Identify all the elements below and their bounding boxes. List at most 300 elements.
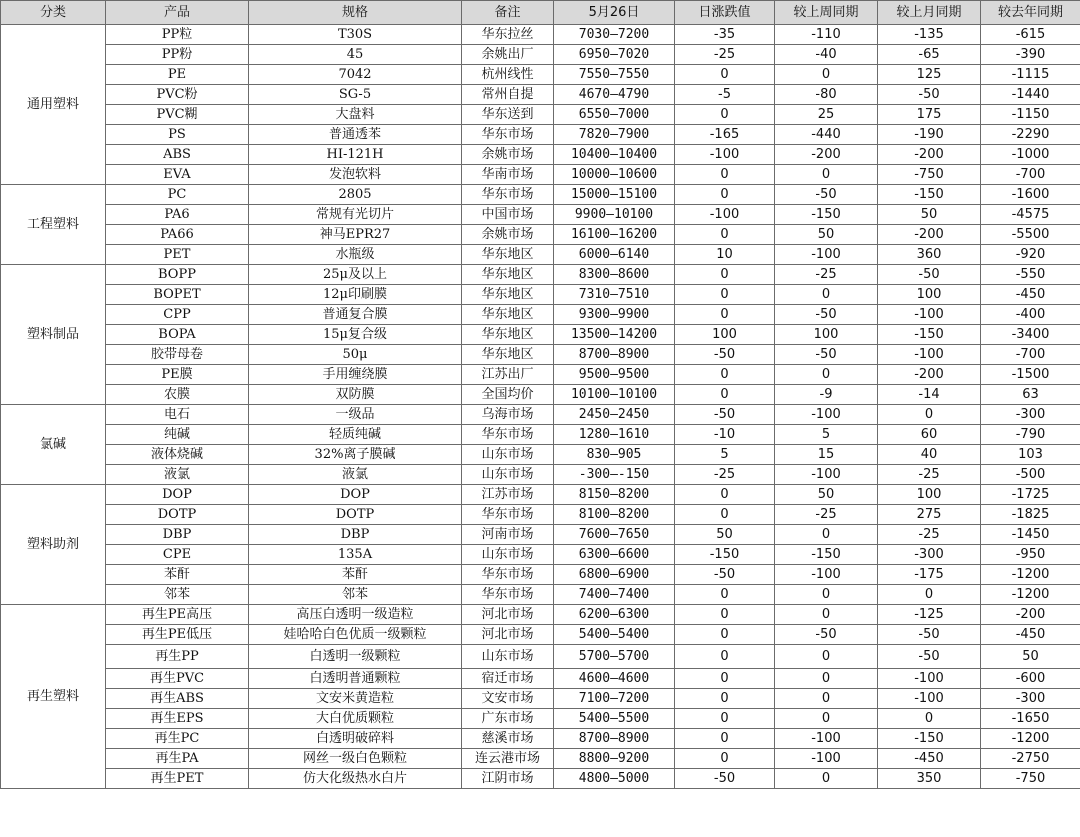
table-row <box>1 285 1080 305</box>
price-cell: 6550—7000 <box>554 105 675 125</box>
product-cell: 液氯 <box>106 465 249 485</box>
week-change-cell: 0 <box>775 585 878 605</box>
note-cell: 山东市场 <box>462 645 554 669</box>
product-cell: PA66 <box>106 225 249 245</box>
table-row <box>1 405 1080 425</box>
table-row <box>1 385 1080 405</box>
note-cell: 华东地区 <box>462 245 554 265</box>
week-change-cell: -50 <box>775 625 878 645</box>
month-change-cell: 60 <box>878 425 981 445</box>
daily-change-cell: -25 <box>675 45 775 65</box>
price-cell: 8100—8200 <box>554 505 675 525</box>
table-row <box>1 265 1080 285</box>
year-change-cell: -950 <box>981 545 1080 565</box>
daily-change-cell: -165 <box>675 125 775 145</box>
daily-change-cell: -150 <box>675 545 775 565</box>
month-change-cell: -750 <box>878 165 981 185</box>
product-cell: PS <box>106 125 249 145</box>
table-row <box>1 45 1080 65</box>
week-change-cell: -25 <box>775 505 878 525</box>
product-cell: 再生EPS <box>106 709 249 729</box>
daily-change-cell: 0 <box>675 185 775 205</box>
table-row <box>1 65 1080 85</box>
year-change-cell: -300 <box>981 405 1080 425</box>
price-cell: 7600—7650 <box>554 525 675 545</box>
product-cell: PA6 <box>106 205 249 225</box>
year-change-cell: 63 <box>981 385 1080 405</box>
table-row <box>1 85 1080 105</box>
price-cell: 5400—5500 <box>554 709 675 729</box>
price-cell: 4670—4790 <box>554 85 675 105</box>
spec-cell: 网丝一级白色颗粒 <box>249 749 462 769</box>
year-change-cell: -1725 <box>981 485 1080 505</box>
daily-change-cell: 0 <box>675 225 775 245</box>
year-change-cell: -1440 <box>981 85 1080 105</box>
spec-cell: 大白优质颗粒 <box>249 709 462 729</box>
table-body <box>1 25 1080 789</box>
spec-cell: 白透明一级颗粒 <box>249 645 462 669</box>
note-cell: 华东送到 <box>462 105 554 125</box>
week-change-cell: -50 <box>775 185 878 205</box>
year-change-cell: -1825 <box>981 505 1080 525</box>
note-cell: 河北市场 <box>462 625 554 645</box>
table-row <box>1 605 1080 625</box>
category-cell: 氯碱 <box>1 405 106 485</box>
header-date: 5月26日 <box>554 1 675 25</box>
spec-cell: 50μ <box>249 345 462 365</box>
month-change-cell: -200 <box>878 225 981 245</box>
price-cell: 8300—8600 <box>554 265 675 285</box>
week-change-cell: 0 <box>775 65 878 85</box>
price-cell: 6800—6900 <box>554 565 675 585</box>
month-change-cell: -125 <box>878 605 981 625</box>
price-cell: 8150—8200 <box>554 485 675 505</box>
header-product: 产品 <box>106 1 249 25</box>
year-change-cell: -700 <box>981 165 1080 185</box>
product-cell: PE膜 <box>106 365 249 385</box>
note-cell: 山东市场 <box>462 465 554 485</box>
price-cell: 7820—7900 <box>554 125 675 145</box>
product-cell: 再生ABS <box>106 689 249 709</box>
product-cell: ABS <box>106 145 249 165</box>
category-cell: 再生塑料 <box>1 605 106 789</box>
month-change-cell: 360 <box>878 245 981 265</box>
year-change-cell: -1650 <box>981 709 1080 729</box>
header-daily-change: 日涨跌值 <box>675 1 775 25</box>
spec-cell: SG-5 <box>249 85 462 105</box>
month-change-cell: -25 <box>878 525 981 545</box>
note-cell: 华东市场 <box>462 585 554 605</box>
product-cell: PC <box>106 185 249 205</box>
week-change-cell: 0 <box>775 645 878 669</box>
week-change-cell: 0 <box>775 605 878 625</box>
week-change-cell: -100 <box>775 405 878 425</box>
week-change-cell: 15 <box>775 445 878 465</box>
week-change-cell: -50 <box>775 305 878 325</box>
daily-change-cell: 0 <box>675 645 775 669</box>
month-change-cell: 100 <box>878 285 981 305</box>
product-cell: PP粉 <box>106 45 249 65</box>
week-change-cell: -40 <box>775 45 878 65</box>
week-change-cell: -200 <box>775 145 878 165</box>
year-change-cell: -750 <box>981 769 1080 789</box>
price-cell: 5700—5700 <box>554 645 675 669</box>
spec-cell: 7042 <box>249 65 462 85</box>
spec-cell: 白透明破碎料 <box>249 729 462 749</box>
table-row <box>1 365 1080 385</box>
week-change-cell: -80 <box>775 85 878 105</box>
note-cell: 河南市场 <box>462 525 554 545</box>
daily-change-cell: 0 <box>675 285 775 305</box>
header-year-change: 较去年同期 <box>981 1 1080 25</box>
table-row <box>1 709 1080 729</box>
table-row <box>1 465 1080 485</box>
spec-cell: 轻质纯碱 <box>249 425 462 445</box>
daily-change-cell: 0 <box>675 385 775 405</box>
month-change-cell: -175 <box>878 565 981 585</box>
table-row <box>1 485 1080 505</box>
month-change-cell: 0 <box>878 709 981 729</box>
spec-cell: 邻苯 <box>249 585 462 605</box>
header-spec: 规格 <box>249 1 462 25</box>
year-change-cell: 103 <box>981 445 1080 465</box>
spec-cell: DOP <box>249 485 462 505</box>
daily-change-cell: 0 <box>675 105 775 125</box>
daily-change-cell: -100 <box>675 205 775 225</box>
year-change-cell: -615 <box>981 25 1080 45</box>
spec-cell: 苯酐 <box>249 565 462 585</box>
year-change-cell: -3400 <box>981 325 1080 345</box>
table-row <box>1 305 1080 325</box>
month-change-cell: -50 <box>878 645 981 669</box>
daily-change-cell: 100 <box>675 325 775 345</box>
daily-change-cell: -25 <box>675 465 775 485</box>
category-cell: 塑料制品 <box>1 265 106 405</box>
product-cell: 农膜 <box>106 385 249 405</box>
note-cell: 中国市场 <box>462 205 554 225</box>
product-cell: 再生PP <box>106 645 249 669</box>
daily-change-cell: 10 <box>675 245 775 265</box>
price-cell: 5400—5400 <box>554 625 675 645</box>
month-change-cell: 100 <box>878 485 981 505</box>
note-cell: 杭州线性 <box>462 65 554 85</box>
year-change-cell: 50 <box>981 645 1080 669</box>
daily-change-cell: 0 <box>675 65 775 85</box>
table-row <box>1 545 1080 565</box>
daily-change-cell: -10 <box>675 425 775 445</box>
daily-change-cell: -5 <box>675 85 775 105</box>
note-cell: 全国均价 <box>462 385 554 405</box>
product-cell: 邻苯 <box>106 585 249 605</box>
week-change-cell: -150 <box>775 545 878 565</box>
week-change-cell: -150 <box>775 205 878 225</box>
product-cell: BOPA <box>106 325 249 345</box>
note-cell: 宿迁市场 <box>462 669 554 689</box>
year-change-cell: -450 <box>981 625 1080 645</box>
header-note: 备注 <box>462 1 554 25</box>
week-change-cell: 100 <box>775 325 878 345</box>
table-row <box>1 505 1080 525</box>
spec-cell: 常规有光切片 <box>249 205 462 225</box>
spec-cell: 高压白透明一级造粒 <box>249 605 462 625</box>
price-cell: 7030—7200 <box>554 25 675 45</box>
year-change-cell: -2750 <box>981 749 1080 769</box>
product-cell: PP粒 <box>106 25 249 45</box>
month-change-cell: 0 <box>878 405 981 425</box>
product-cell: CPP <box>106 305 249 325</box>
spec-cell: 神马EPR27 <box>249 225 462 245</box>
price-cell: 7310—7510 <box>554 285 675 305</box>
week-change-cell: 0 <box>775 365 878 385</box>
week-change-cell: -100 <box>775 245 878 265</box>
month-change-cell: 350 <box>878 769 981 789</box>
month-change-cell: -150 <box>878 185 981 205</box>
daily-change-cell: -50 <box>675 565 775 585</box>
product-cell: EVA <box>106 165 249 185</box>
spec-cell: 发泡软料 <box>249 165 462 185</box>
week-change-cell: 25 <box>775 105 878 125</box>
note-cell: 华南市场 <box>462 165 554 185</box>
month-change-cell: -150 <box>878 729 981 749</box>
week-change-cell: -100 <box>775 749 878 769</box>
price-cell: 6300—6600 <box>554 545 675 565</box>
product-cell: 再生PA <box>106 749 249 769</box>
daily-change-cell: 0 <box>675 689 775 709</box>
spec-cell: 仿大化级热水白片 <box>249 769 462 789</box>
note-cell: 慈溪市场 <box>462 729 554 749</box>
month-change-cell: 275 <box>878 505 981 525</box>
price-cell: 7400—7400 <box>554 585 675 605</box>
spec-cell: 12μ印刷膜 <box>249 285 462 305</box>
spec-cell: DBP <box>249 525 462 545</box>
price-cell: 1280—1610 <box>554 425 675 445</box>
price-cell: 6950—7020 <box>554 45 675 65</box>
note-cell: 华东市场 <box>462 425 554 445</box>
price-cell: 7550—7550 <box>554 65 675 85</box>
price-cell: 15000—15100 <box>554 185 675 205</box>
daily-change-cell: 5 <box>675 445 775 465</box>
month-change-cell: -100 <box>878 689 981 709</box>
week-change-cell: -100 <box>775 729 878 749</box>
note-cell: 华东地区 <box>462 265 554 285</box>
note-cell: 华东市场 <box>462 185 554 205</box>
year-change-cell: -2290 <box>981 125 1080 145</box>
price-cell: -300—-150 <box>554 465 675 485</box>
product-cell: BOPP <box>106 265 249 285</box>
note-cell: 文安市场 <box>462 689 554 709</box>
note-cell: 江苏市场 <box>462 485 554 505</box>
table-row <box>1 225 1080 245</box>
week-change-cell: -440 <box>775 125 878 145</box>
product-cell: PET <box>106 245 249 265</box>
year-change-cell: -1200 <box>981 729 1080 749</box>
header-row <box>1 1 1080 25</box>
daily-change-cell: 0 <box>675 585 775 605</box>
week-change-cell: 0 <box>775 165 878 185</box>
week-change-cell: 0 <box>775 689 878 709</box>
table-row <box>1 125 1080 145</box>
year-change-cell: -700 <box>981 345 1080 365</box>
note-cell: 华东地区 <box>462 305 554 325</box>
product-cell: BOPET <box>106 285 249 305</box>
note-cell: 余姚市场 <box>462 225 554 245</box>
table-row <box>1 145 1080 165</box>
daily-change-cell: 0 <box>675 485 775 505</box>
product-cell: DOTP <box>106 505 249 525</box>
daily-change-cell: 0 <box>675 625 775 645</box>
year-change-cell: -1150 <box>981 105 1080 125</box>
month-change-cell: 50 <box>878 205 981 225</box>
product-cell: 液体烧碱 <box>106 445 249 465</box>
table-row <box>1 425 1080 445</box>
product-cell: 纯碱 <box>106 425 249 445</box>
price-cell: 4600—4600 <box>554 669 675 689</box>
spec-cell: 手用缠绕膜 <box>249 365 462 385</box>
spec-cell: 文安米黄造粒 <box>249 689 462 709</box>
month-change-cell: -200 <box>878 145 981 165</box>
note-cell: 华东地区 <box>462 345 554 365</box>
year-change-cell: -4575 <box>981 205 1080 225</box>
product-cell: 再生PC <box>106 729 249 749</box>
week-change-cell: 0 <box>775 709 878 729</box>
spec-cell: 一级品 <box>249 405 462 425</box>
month-change-cell: -65 <box>878 45 981 65</box>
spec-cell: 普通复合膜 <box>249 305 462 325</box>
daily-change-cell: -50 <box>675 405 775 425</box>
week-change-cell: 0 <box>775 285 878 305</box>
table-row <box>1 645 1080 669</box>
month-change-cell: -25 <box>878 465 981 485</box>
table-row <box>1 105 1080 125</box>
year-change-cell: -390 <box>981 45 1080 65</box>
year-change-cell: -920 <box>981 245 1080 265</box>
category-cell: 工程塑料 <box>1 185 106 265</box>
month-change-cell: -100 <box>878 305 981 325</box>
week-change-cell: -9 <box>775 385 878 405</box>
table-row <box>1 749 1080 769</box>
spec-cell: 娃哈哈白色优质一级颗粒 <box>249 625 462 645</box>
spec-cell: 普通透苯 <box>249 125 462 145</box>
spec-cell: 水瓶级 <box>249 245 462 265</box>
year-change-cell: -550 <box>981 265 1080 285</box>
daily-change-cell: 0 <box>675 365 775 385</box>
year-change-cell: -300 <box>981 689 1080 709</box>
spec-cell: T30S <box>249 25 462 45</box>
note-cell: 山东市场 <box>462 545 554 565</box>
price-cell: 10100—10100 <box>554 385 675 405</box>
table-row <box>1 445 1080 465</box>
month-change-cell: -200 <box>878 365 981 385</box>
year-change-cell: -400 <box>981 305 1080 325</box>
spec-cell: 双防膜 <box>249 385 462 405</box>
table-row <box>1 565 1080 585</box>
year-change-cell: -500 <box>981 465 1080 485</box>
note-cell: 乌海市场 <box>462 405 554 425</box>
category-cell: 塑料助剂 <box>1 485 106 605</box>
month-change-cell: -14 <box>878 385 981 405</box>
product-cell: PVC糊 <box>106 105 249 125</box>
daily-change-cell: 50 <box>675 525 775 545</box>
product-cell: 再生PE低压 <box>106 625 249 645</box>
year-change-cell: -1200 <box>981 585 1080 605</box>
note-cell: 华东地区 <box>462 285 554 305</box>
header-week-change: 较上周同期 <box>775 1 878 25</box>
year-change-cell: -5500 <box>981 225 1080 245</box>
month-change-cell: -450 <box>878 749 981 769</box>
year-change-cell: -1500 <box>981 365 1080 385</box>
product-cell: PE <box>106 65 249 85</box>
note-cell: 江苏出厂 <box>462 365 554 385</box>
spec-cell: HI-121H <box>249 145 462 165</box>
price-cell: 6000—6140 <box>554 245 675 265</box>
note-cell: 华东地区 <box>462 325 554 345</box>
year-change-cell: -1450 <box>981 525 1080 545</box>
product-cell: CPE <box>106 545 249 565</box>
price-cell: 8700—8900 <box>554 729 675 749</box>
price-cell: 9300—9900 <box>554 305 675 325</box>
table-row <box>1 729 1080 749</box>
daily-change-cell: 0 <box>675 265 775 285</box>
month-change-cell: -50 <box>878 265 981 285</box>
spec-cell: 白透明普通颗粒 <box>249 669 462 689</box>
year-change-cell: -1600 <box>981 185 1080 205</box>
spec-cell: 液氯 <box>249 465 462 485</box>
product-cell: 再生PE高压 <box>106 605 249 625</box>
daily-change-cell: 0 <box>675 729 775 749</box>
table-row <box>1 525 1080 545</box>
month-change-cell: -100 <box>878 345 981 365</box>
note-cell: 华东市场 <box>462 125 554 145</box>
price-cell: 7100—7200 <box>554 689 675 709</box>
daily-change-cell: -50 <box>675 769 775 789</box>
price-cell: 9900—10100 <box>554 205 675 225</box>
note-cell: 连云港市场 <box>462 749 554 769</box>
year-change-cell: -450 <box>981 285 1080 305</box>
spec-cell: 135A <box>249 545 462 565</box>
price-cell: 13500—14200 <box>554 325 675 345</box>
week-change-cell: 0 <box>775 669 878 689</box>
price-cell: 6200—6300 <box>554 605 675 625</box>
note-cell: 华东拉丝 <box>462 25 554 45</box>
spec-cell: 大盘料 <box>249 105 462 125</box>
daily-change-cell: 0 <box>675 305 775 325</box>
daily-change-cell: 0 <box>675 605 775 625</box>
table-row <box>1 585 1080 605</box>
note-cell: 广东市场 <box>462 709 554 729</box>
product-cell: DBP <box>106 525 249 545</box>
price-cell: 8700—8900 <box>554 345 675 365</box>
month-change-cell: 40 <box>878 445 981 465</box>
product-cell: 电石 <box>106 405 249 425</box>
table-row <box>1 25 1080 45</box>
month-change-cell: -150 <box>878 325 981 345</box>
year-change-cell: -1200 <box>981 565 1080 585</box>
month-change-cell: 175 <box>878 105 981 125</box>
spec-cell: 25μ及以上 <box>249 265 462 285</box>
product-cell: DOP <box>106 485 249 505</box>
note-cell: 华东市场 <box>462 505 554 525</box>
price-cell: 9500—9500 <box>554 365 675 385</box>
month-change-cell: -135 <box>878 25 981 45</box>
table-row <box>1 669 1080 689</box>
spec-cell: 15μ复合级 <box>249 325 462 345</box>
week-change-cell: 50 <box>775 225 878 245</box>
price-cell: 4800—5000 <box>554 769 675 789</box>
product-cell: PVC粉 <box>106 85 249 105</box>
note-cell: 山东市场 <box>462 445 554 465</box>
note-cell: 河北市场 <box>462 605 554 625</box>
week-change-cell: -110 <box>775 25 878 45</box>
